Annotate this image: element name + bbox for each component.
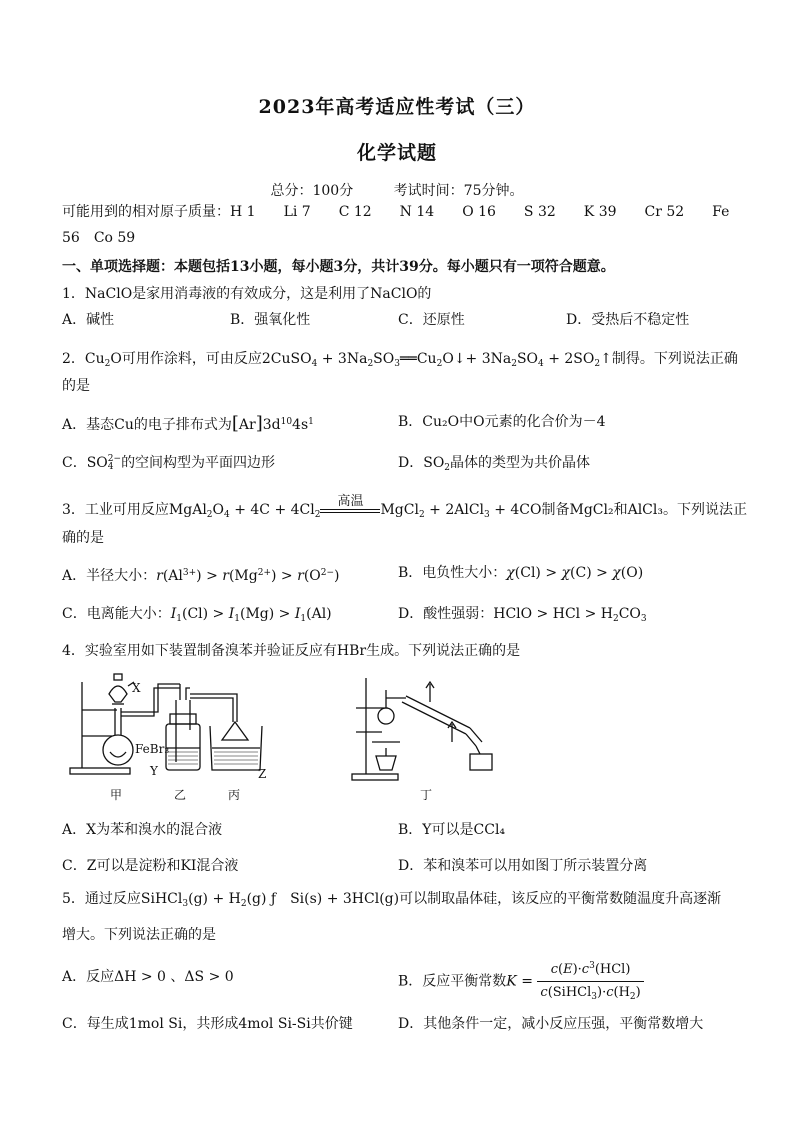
q3-option-b: B．电负性大小：χ(Cl) > χ(C) > χ(O) bbox=[398, 565, 644, 581]
washing-bottle-yi bbox=[166, 724, 200, 770]
q5-option-b: B．反应平衡常数K = $\frac{c(E)\cdot c^3(HCl)}{c(SiHCl_3)\cdot c(H_2)}$ bbox=[398, 956, 644, 1007]
q4-option-c: C．Z可以是淀粉和KI混合液 bbox=[62, 858, 239, 874]
atomic-masses-line1 bbox=[62, 202, 729, 222]
label-yi: 乙 bbox=[174, 788, 187, 802]
condenser bbox=[402, 702, 466, 734]
alcohol-lamp bbox=[376, 756, 396, 770]
q2-option-a: A．基态Cu的电子排布式为$[Ar]3d^{10}4s^1$ bbox=[62, 413, 314, 434]
q1-option-a: A．碱性 bbox=[62, 312, 115, 328]
q2-option-d: D．$SO_2$晶体的类型为共价晶体 bbox=[398, 455, 591, 473]
round-flask bbox=[103, 735, 133, 765]
q1-option-d: D．受热后不稳定性 bbox=[566, 312, 690, 328]
label-y: Y bbox=[150, 764, 158, 778]
label-z: Z bbox=[258, 767, 267, 781]
exam-info bbox=[0, 180, 794, 200]
atomic-masses-values: H 1 Li 7 C 12 N 14 O 16 S 32 K 39 Cr 52 Fe bbox=[230, 204, 730, 220]
q4-stem: 4．实验室用如下装置制备溴苯并验证反应有HBr生成。下列说法正确的是 bbox=[62, 643, 521, 659]
q1-option-c: C．还原性 bbox=[398, 312, 465, 328]
q5-stem: 5．通过反应SiHCl$_3$(g) + $H_2(g)$ ƒ Si(s) + 3HCl(g)可以制取晶体硅，该反应的平衡常数随温度升高逐渐 bbox=[62, 891, 722, 909]
distillation-apparatus-ding bbox=[346, 672, 502, 784]
receiving-flask bbox=[470, 754, 492, 770]
atomic-masses-line2: 56 Co 59 bbox=[62, 230, 136, 246]
total-score: 总分：100分 bbox=[270, 183, 354, 199]
q1-stem: 1．NaClO是家用消毒液的有效成分，这是利用了NaClO的 bbox=[62, 286, 432, 302]
q2-option-b: B．Cu₂O中O元素的化合价为－4 bbox=[398, 414, 606, 430]
q2-stem-cont: 的是 bbox=[62, 378, 90, 394]
distilling-flask bbox=[378, 708, 394, 724]
label-jia: 甲 bbox=[110, 788, 123, 802]
q3-stem: 3．工业可用反应$MgAl_2O_4 + 4C + 4Cl_2$ 高温 MgCl$_2$ + 2AlCl$_3$ + 4CO制备MgCl₂和AlCl₃。下列说法正 bbox=[62, 494, 747, 520]
equilibrium-constant-fraction: $\frac{c(E)\cdot c^3(HCl)}{c(SiHCl_3)\cdot c(H_2)}$ bbox=[537, 956, 643, 1007]
q3-option-a: A．半径大小：$r(Al^{3+}) > r(Mg^{2+}) > r(O^{2-})$ bbox=[62, 568, 340, 584]
q5-option-c: C．每生成1mol Si，共形成4mol Si-Si共价键 bbox=[62, 1016, 353, 1032]
reaction-arrow: 高温 bbox=[320, 507, 380, 513]
section-heading: 一、单项选择题：本题包括13小题，每小题3分，共计39分。每小题只有一项符合题意。 bbox=[62, 259, 615, 275]
label-x: X bbox=[132, 681, 141, 695]
q2-stem: 2．$Cu_2O$可用作涂料，可由反应2CuSO$_4$ + $3Na_2SO_3══Cu_2O↓+ 3Na_2SO_4$ + $2SO_2↑$制得。下列说法正确 bbox=[62, 351, 738, 369]
q3-stem-cont: 确的是 bbox=[62, 530, 104, 546]
exam-subtitle: 化学试题 bbox=[356, 142, 437, 164]
dropping-funnel bbox=[109, 686, 127, 702]
q4-option-a: A．X为苯和溴水的混合液 bbox=[62, 822, 223, 838]
exam-time: 考试时间：75分钟。 bbox=[393, 183, 524, 199]
q2-option-c: C．SO2− 4 的空间构型为平面四边形 bbox=[62, 454, 276, 472]
apparatus-figure-jia-yi-bing bbox=[62, 670, 292, 802]
label-ding: 丁 bbox=[420, 788, 433, 802]
label-febr3: FeBr₃ bbox=[135, 742, 170, 756]
q1-option-b: B．强氧化性 bbox=[230, 312, 311, 328]
label-bing: 丙 bbox=[228, 788, 241, 802]
atomic-masses-label: 可能用到的相对原子质量： bbox=[62, 204, 230, 220]
q4-option-d: D．苯和溴苯可以用如图丁所示装置分离 bbox=[398, 858, 648, 874]
q5-stem-cont: 增大。下列说法正确的是 bbox=[62, 927, 216, 943]
q5-option-a: A．反应ΔH > 0 、ΔS > 0 bbox=[62, 969, 234, 985]
q3-option-c: C．电离能大小：$I_1(Cl) > I_1(Mg) > I_1(Al)$ bbox=[62, 606, 332, 624]
q3-option-d: D．酸性强弱：HClO > HCl > $H_2CO_3$ bbox=[398, 606, 647, 624]
inverted-funnel bbox=[222, 722, 248, 740]
stand-base bbox=[70, 768, 130, 774]
q5-option-d: D．其他条件一定，减小反应压强，平衡常数增大 bbox=[398, 1016, 704, 1032]
q4-option-b: B．Y可以是CCl₄ bbox=[398, 822, 506, 838]
exam-title: 2023年高考适应性考试（三） bbox=[258, 96, 536, 118]
